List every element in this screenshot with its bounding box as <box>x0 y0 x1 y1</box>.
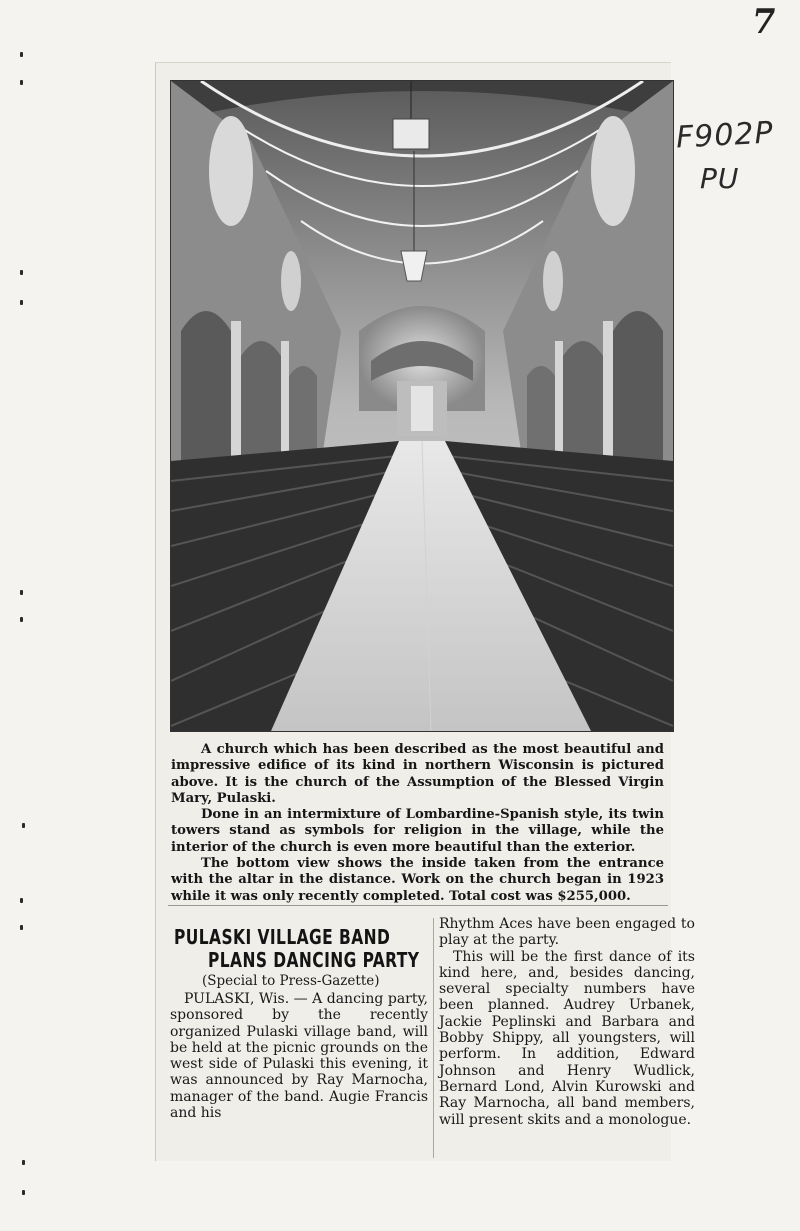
photo-caption <box>171 742 664 905</box>
article-column-right <box>439 916 695 1128</box>
caption-paragraph: A church which has been described as the most beautiful and impressive edifice of its kind in northern Wisconsin is pictured above. It is the church of the Assumption of the Blessed Virgin Mary, Pulaski. <box>171 742 664 806</box>
column-divider <box>433 918 434 1158</box>
caption-paragraph: The bottom view shows the inside taken from the entrance with the altar in the distance. Work on the church began in 1923 while it was only recently completed. Total cost was $255,000. <box>171 856 664 904</box>
church-interior-photo <box>170 80 674 732</box>
article-column-left <box>170 991 428 1121</box>
handwritten-code: F902P <box>675 115 775 156</box>
article-paragraph: Rhythm Aces have been engaged to play at the party. <box>439 916 695 949</box>
article-paragraph: This will be the first dance of its kind here, and, besides dancing, several specialty numbers have been planned. Audrey Urbanek, Jackie Peplinski and Barbara and Bobby Shippy, all youngsters, will perform. In addition, Edward Johnson and Henry Wudlick, Bernard Lond, Alvin Kurowski and Ray Marnocha, all band members, will present skits and a monologue. <box>439 948 695 1128</box>
headline-line-2: PLANS DANCING PARTY <box>208 948 420 972</box>
caption-paragraph: Done in an intermixture of Lombardine-Spanish style, its twin towers stand as symbols for religion in the village, while the interior of the church is even more beautiful than the exterior. <box>171 807 664 855</box>
byline: (Special to Press-Gazette) <box>202 973 380 989</box>
page-number: 7 <box>749 2 779 42</box>
headline-line-1: PULASKI VILLAGE BAND <box>174 925 391 949</box>
article-paragraph: PULASKI, Wis. — A dancing party, sponsored by the recently organized Pulaski village band, will be held at the picnic grounds on the west side of Pulaski this evening, it was announced by Ray Marnocha, manager of the band. Augie Francis and his <box>170 991 428 1122</box>
handwritten-initials: PU <box>700 162 740 195</box>
section-divider <box>168 905 668 906</box>
